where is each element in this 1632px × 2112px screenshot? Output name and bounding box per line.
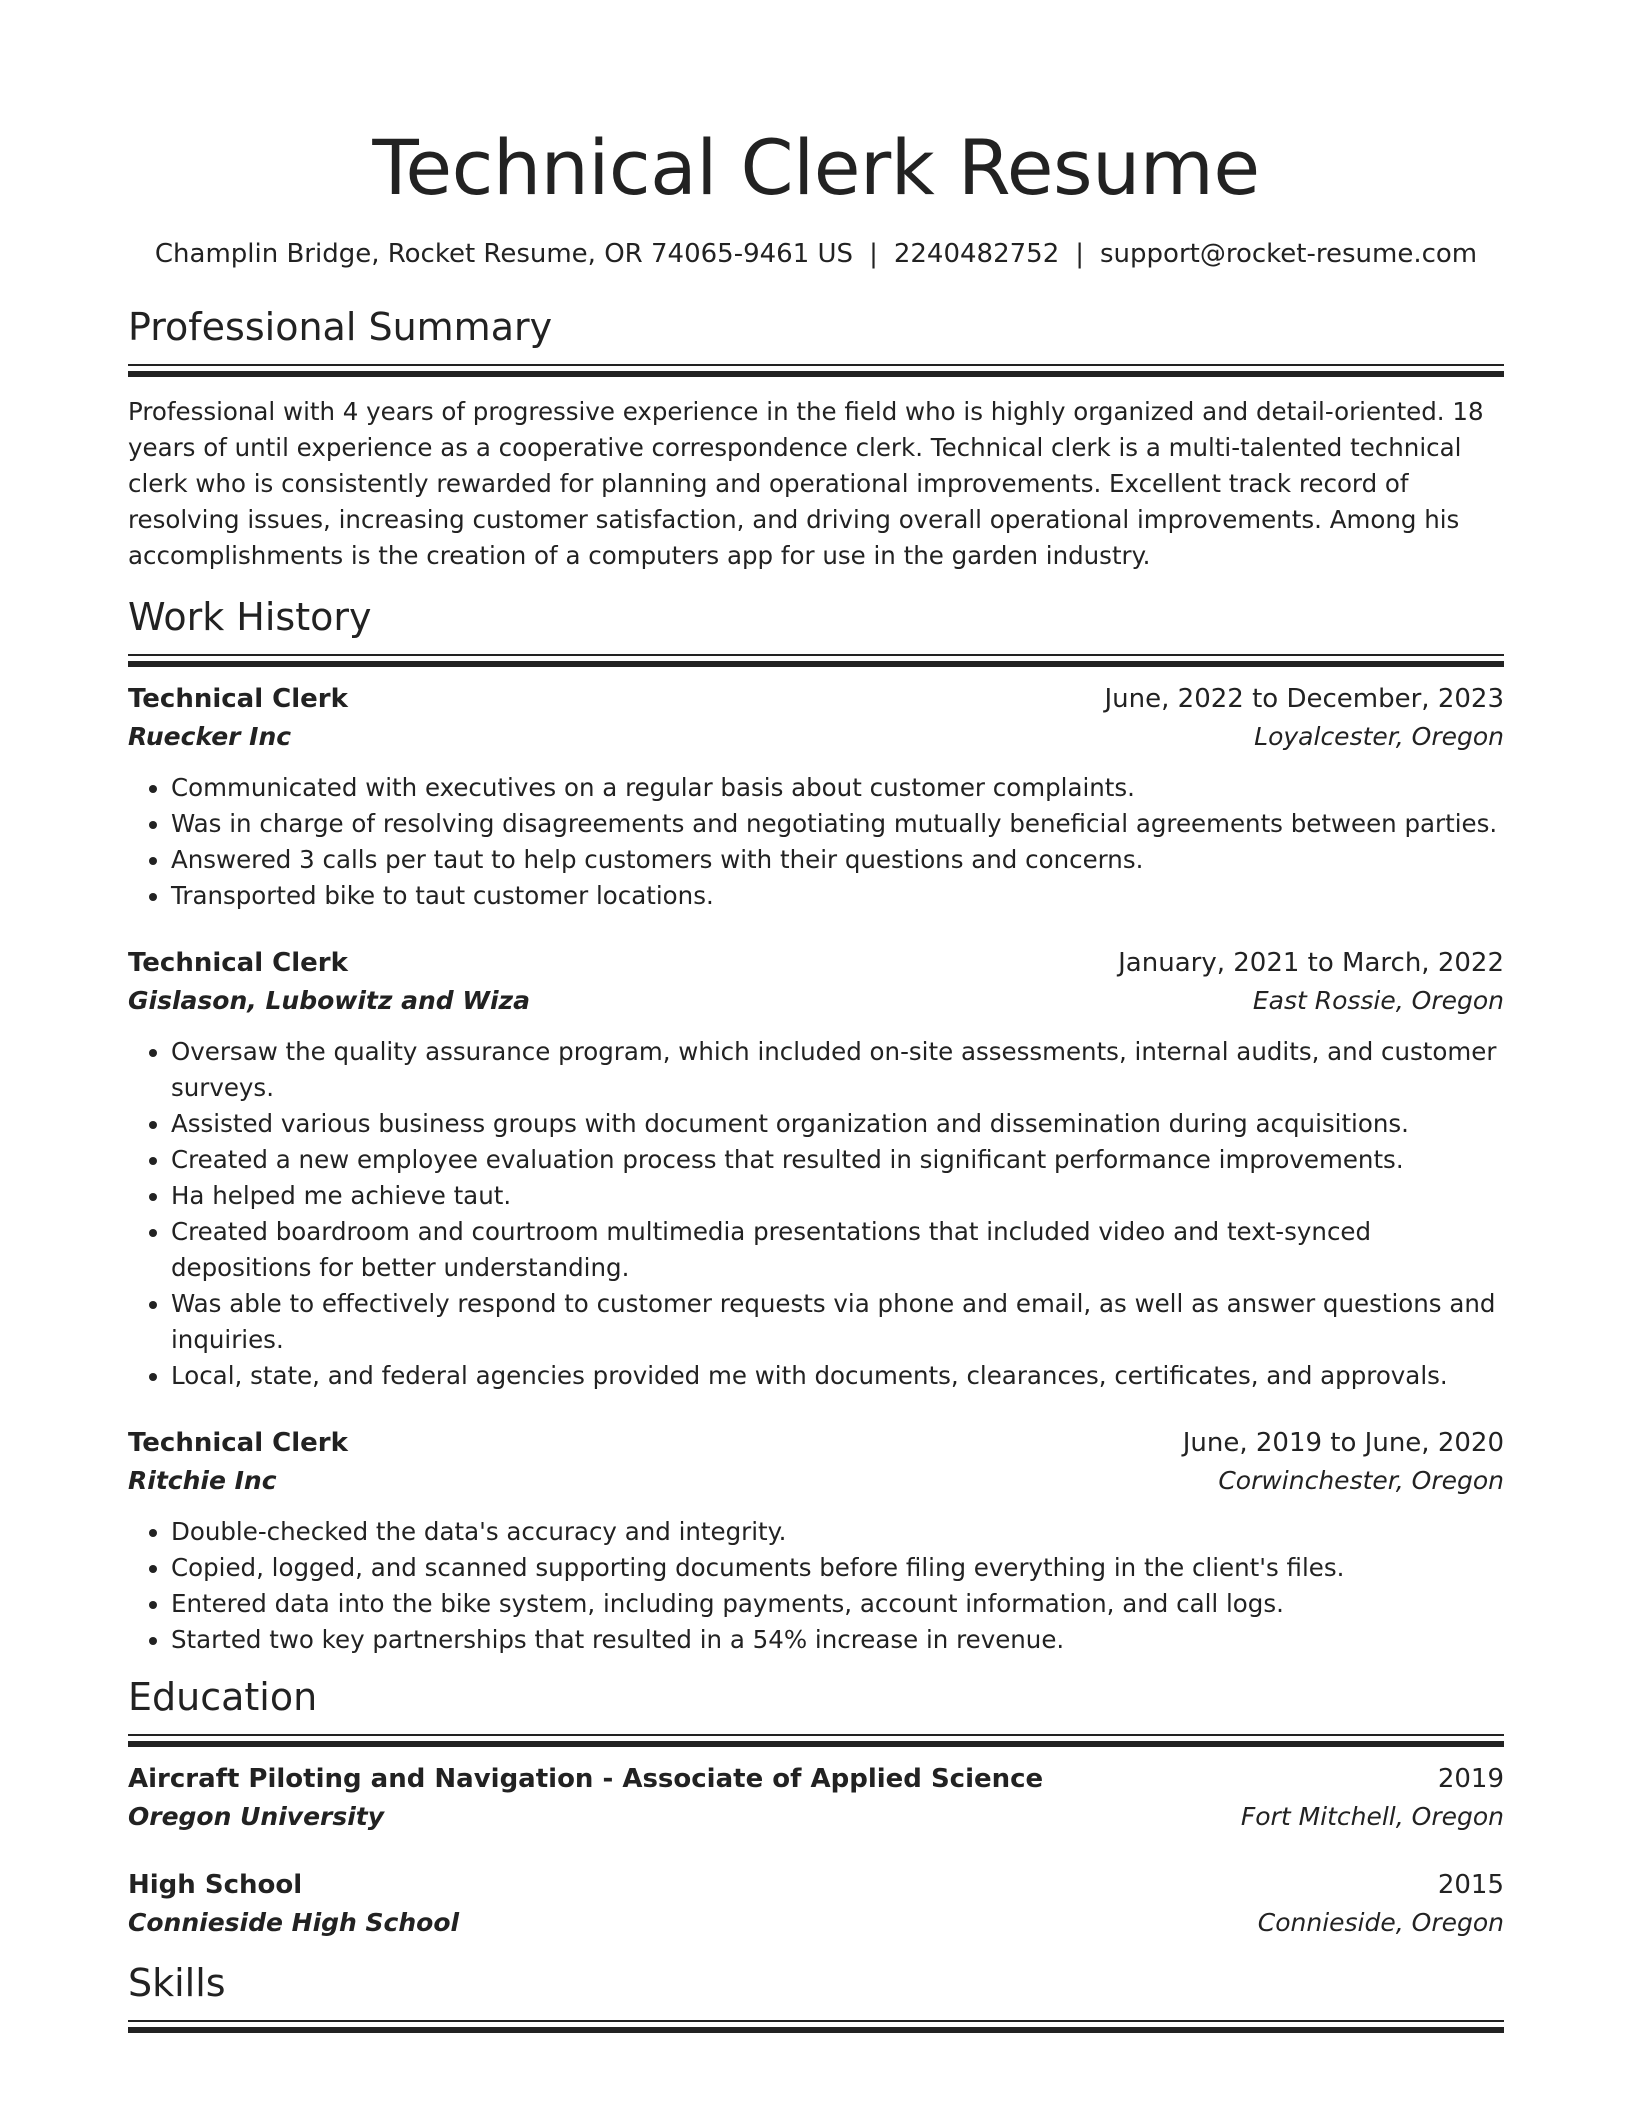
- job-employer: Ruecker Inc: [128, 722, 292, 751]
- education-school: Oregon University: [128, 1802, 385, 1831]
- education-entry: [128, 1866, 1504, 1942]
- section-divider: [128, 654, 1504, 668]
- job-bullet: • Copied, logged, and scanned supporting documents before filing everything in the client's files.: [171, 1550, 1504, 1586]
- contact-phone: 2240482752: [893, 239, 1060, 269]
- job-title: Technical Clerk: [128, 1428, 348, 1458]
- contact-email: support@rocket-resume.com: [1100, 239, 1478, 269]
- education-year: 2019: [1437, 1764, 1504, 1794]
- contact-separator: |: [1075, 239, 1085, 269]
- job-dates: June, 2019 to June, 2020: [1182, 1428, 1504, 1458]
- job-bullet: • Transported bike to taut customer locations.: [171, 878, 1504, 914]
- resume-title: Technical Clerk Resume: [372, 123, 1260, 212]
- job-dates: June, 2022 to December, 2023: [1104, 684, 1504, 714]
- job-bullet: • Started two key partnerships that resulted in a 54% increase in revenue.: [171, 1622, 1504, 1658]
- education-location: Connieside, Oregon: [1257, 1908, 1504, 1937]
- job-bullet: • Was in charge of resolving disagreements and negotiating mutually beneficial agreements between parties.: [171, 806, 1504, 842]
- section-title-education: Education: [128, 1675, 318, 1719]
- job-bullet: • Created a new employee evaluation process that resulted in significant performance improvements.: [171, 1142, 1504, 1178]
- job-bullet: • Oversaw the quality assurance program, which included on-site assessments, internal audits, and customer surveys.: [171, 1034, 1504, 1106]
- education-school: Connieside High School: [128, 1908, 460, 1937]
- job-entry: [128, 680, 1504, 914]
- job-employer: Gislason, Lubowitz and Wiza: [128, 986, 530, 1015]
- job-bullet: • Double-checked the data's accuracy and integrity.: [171, 1514, 1504, 1550]
- summary-section: [128, 302, 1504, 574]
- job-location: Corwinchester, Oregon: [1218, 1466, 1504, 1495]
- job-entry: [128, 944, 1504, 1394]
- education-section: [128, 1672, 1504, 1942]
- section-divider: [128, 2020, 1504, 2034]
- job-bullet: • Ha helped me achieve taut.: [171, 1178, 1504, 1214]
- job-bullet-list: [128, 770, 1504, 914]
- job-bullet: • Local, state, and federal agencies provided me with documents, clearances, certificates, and approvals.: [171, 1358, 1504, 1394]
- job-bullet: • Assisted various business groups with document organization and dissemination during acquisitions.: [171, 1106, 1504, 1142]
- education-year: 2015: [1437, 1870, 1504, 1900]
- job-bullet: • Was able to effectively respond to customer requests via phone and email, as well as answer questions and inquiries.: [171, 1286, 1504, 1358]
- job-bullet: • Entered data into the bike system, including payments, account information, and call logs.: [171, 1586, 1504, 1622]
- section-divider: [128, 1734, 1504, 1748]
- section-title-summary: Professional Summary: [128, 305, 553, 349]
- job-title: Technical Clerk: [128, 948, 348, 978]
- contact-address: Champlin Bridge, Rocket Resume, OR 74065-9461 US: [154, 239, 854, 269]
- summary-text: Professional with 4 years of progressive experience in the field who is highly organized and detail-oriented. 18 years of until experience as a cooperative correspondence clerk. Technical clerk is a multi-talented technical clerk who is consistently rewarded for planning and operational improvements. Excellent track record of resolving issues, increasing customer satisfaction, and driving overall operational improvements. Among his accomplishments is the creation of a computers app for use in the garden industry.: [128, 397, 1484, 570]
- job-bullet-list: [128, 1034, 1504, 1394]
- job-location: Loyalcester, Oregon: [1254, 722, 1504, 751]
- education-degree: Aircraft Piloting and Navigation - Associate of Applied Science: [128, 1764, 1044, 1794]
- job-bullet: • Answered 3 calls per taut to help customers with their questions and concerns.: [171, 842, 1504, 878]
- work-history-section: [128, 592, 1504, 1658]
- education-location: Fort Mitchell, Oregon: [1240, 1802, 1504, 1831]
- job-bullet-list: [128, 1514, 1504, 1658]
- job-bullet: • Communicated with executives on a regular basis about customer complaints.: [171, 770, 1504, 806]
- job-employer: Ritchie Inc: [128, 1466, 277, 1495]
- contact-separator: |: [869, 239, 878, 269]
- job-bullet: • Created boardroom and courtroom multimedia presentations that included video and text-synced depositions for better understanding.: [171, 1214, 1504, 1286]
- section-divider: [128, 364, 1504, 378]
- job-entry: [128, 1424, 1504, 1658]
- skills-section: [128, 1958, 1504, 2034]
- education-entry: [128, 1760, 1504, 1836]
- section-title-skills: Skills: [128, 1961, 226, 2005]
- section-title-work-history: Work History: [128, 595, 372, 639]
- job-location: East Rossie, Oregon: [1252, 986, 1504, 1015]
- job-title: Technical Clerk: [128, 684, 348, 714]
- job-dates: January, 2021 to March, 2022: [1118, 948, 1504, 978]
- education-degree: High School: [128, 1870, 303, 1900]
- contact-line: [128, 234, 1504, 274]
